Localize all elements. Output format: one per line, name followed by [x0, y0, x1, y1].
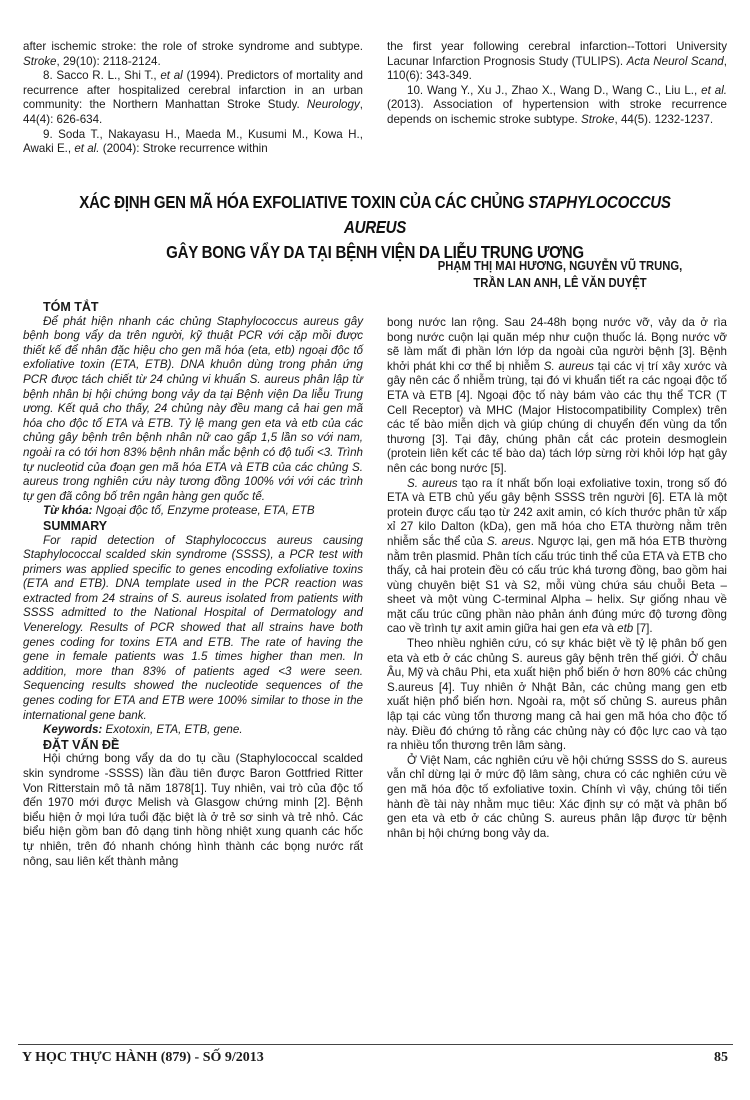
title-line-2: GÂY BONG VẨY DA TẠI BỆNH VIỆN DA LIỄU TRUNG ƯƠNG — [166, 242, 584, 262]
ref-mid: (2004): Stroke recurrence within — [99, 142, 268, 156]
text: . Ngược lại, gen mã hóa ETB thường nằm trên plasmid. Phân tích cấu trúc tinh thể của ETA và ETB cho thấy, cả hai protein đều có cấu trúc khá tương đồng, bao gồm hai vùng chuyên biệt S1 và S2, mỗi vùng chứa sáu chuỗi Beta – sheet và một vùng C-terminal Alpha – helix. Sự giống nhau về mặt cấu trúc cũng phần nào phản ánh đúng mức độ tương đồng cao về trình tự axit amin giữa hai gen — [387, 534, 728, 636]
ref-etal: et al. — [74, 142, 100, 156]
ref-tail: , 44(4): 626-634. — [23, 98, 363, 126]
ref-journal: Stroke — [23, 54, 57, 68]
keywords-label: Từ khóa: — [43, 504, 93, 518]
title-species: STAPHYLOCOCCUS AUREUS — [343, 192, 671, 237]
text: tại các vị trí xây xước và gây nên các ổ nhiễm trùng, tại đó vi khuẩn tiết ra các ngoại độc tố ETA và ETB [4]. Ngoại độc tố này bám vào các thụ thể TCR (T Cell Receptor) và MHC (Major Histocompatibility Complex) trên các tế bào miễn dịch và giúp chúng di chuyển đến vùng da tổn thương [3]. Tại đây, chúng phân cắt các protein desmoglein (protein liên kết các tế bào da) tách lớp sừng rời khỏi lớp hạt gây nên các bong nước [5]. — [387, 359, 727, 475]
ref-etal: et al. — [701, 83, 727, 97]
intro-paragraph-3: Theo nhiều nghiên cứu, có sự khác biệt về tỷ lệ phân bố gen eta và etb ở các chủng S. aureus gây bệnh trên thế giới. Ở châu Âu, Mỹ và châu Phi, eta xuất hiện phổ biến ở hơn 80% các chủng S.aureus [4]. Tuy nhiên ở Nhật Bản, các chủng mang gen etb xuất hiện phổ biến hơn. Ngoài ra, một số chủng S. aureus phân lập tại các vùng tổn thương mang cả hai gen mã hóa cho độc tố này. Điều đó chứng tỏ rằng các chủng này có độc lực cao và tạo ra nhiều tổn thương trên lâm sàng. — [387, 637, 727, 753]
authors-line-2: TRẦN LAN ANH, LÊ VĂN DUYỆT — [473, 276, 647, 290]
reference-7-tail — [23, 40, 363, 69]
left-column — [23, 300, 363, 869]
reference-9-tail — [387, 40, 727, 84]
footer-journal: Y HỌC THỰC HÀNH (879) - SỐ 9/2013 — [22, 1050, 264, 1065]
text: [7]. — [633, 622, 653, 636]
intro-paragraph-2 — [387, 477, 727, 638]
intro-heading: ĐẶT VẤN ĐỀ — [43, 737, 120, 752]
ref-mid: (1994). Predictors of mortality and recurrence after hospitalized cerebral infarction in an urban community: the Northern Manhattan Stroke Study. — [23, 69, 363, 112]
footer-divider — [18, 1044, 733, 1045]
ref-tail: , 44(5). 1232-1237. — [614, 112, 714, 126]
abstract-vi-heading: TÓM TẮT — [43, 300, 99, 314]
ref-text: 8. Sacco R. L., Shi T., — [43, 69, 161, 83]
species: S. aureus — [407, 476, 458, 490]
species: S. aureus — [543, 359, 594, 373]
references-right-column — [387, 40, 727, 128]
reference-8 — [23, 69, 363, 127]
text: bong nước lan rộng. Sau 24-48h bọng nước vỡ, vảy da ở rìa bong nước cuộn lại quăn mép như cuộn thuốc lá. Bọng nước vỡ sẽ làm mất đi phần lớn lớp da ngoài của người bệnh [3]. Bệnh khởi phát khi cơ thể bị nhiễm — [387, 316, 727, 373]
reference-10 — [387, 84, 727, 128]
article-title — [53, 190, 698, 265]
ref-text: 9. Soda T., Nakayasu H., Maeda M., Kusumi M., Kowa H., Awaki E., — [23, 127, 363, 156]
text: và — [598, 622, 618, 636]
title-line-1 — [53, 190, 698, 240]
ref-journal: Stroke — [580, 112, 615, 126]
authors-line-1: PHẠM THỊ MAI HƯƠNG, NGUYỄN VŨ TRUNG, — [437, 259, 683, 273]
ref-tail: , 110(6): 343-349. — [387, 54, 727, 83]
keywords-text: Exotoxin, ETA, ETB, gene. — [102, 723, 243, 737]
ref-text: 10. Wang Y., Xu J., Zhao X., Wang D., Wang C., Liu L., — [407, 83, 702, 97]
abstract-en-body: For rapid detection of Staphylococcus aureus causing Staphylococcal scalded skin syndrome (SSSS), a PCR test with primers was applied specific to genes encoding exfoliative toxins (ETA and ETB). DNA template used in the PCR reaction was extracted from 24 strains of S. aureus isolated from patients with SSSS admitted to the National Hospital of Dermatology and Venerelogy. Results of PCR showed that all strains have both genes coding for toxins ETA and ETB. The rate of having the gene in female patients was 1.5 times higher than men. In addition, more than 83% of patients aged <3 were seen. Sequencing results showed the nucleotide sequences of the genes coding for ETA and ETB were 100% similar to those in the international gene bank. — [23, 533, 363, 722]
abstract-vi-body: Để phát hiện nhanh các chủng Staphylococcus aureus gây bệnh bong vẩy da trên người, kỹ thuật PCR với cặp mồi được thiết kế để nhân đặc hiệu cho gen mã hóa (eta, etb) ngoại độc tố exfoliative toxin (ETA, ETB). DNA khuôn dùng trong phản ứng PCR được tách chiết từ 24 chủng vi khuẩn S. aureus phân lập từ bệnh nhân bị hội chứng bong vảy da tại Bệnh viện Da liễu Trung ương. Kết quả cho thấy, 24 chủng này đều mang cả hai gen mã hóa cho độc tố ETA và ETB. Tỷ lệ mang gen eta và etb của các chủng gây bệnh trên bệnh nhân nữ cao gấp 1,5 lần so với nam, ngoài ra có tới hơn 83% bệnh nhân mắc bệnh có độ tuổi <3. Trình tự nucleotid của đoạn gen mã hóa ETA và ETB của các chủng S. aureus trong nghiên cứu này tương đồng 100% với với các trình tự gen đã công bố trên ngân hàng gen quốc tế. — [23, 314, 363, 503]
ref-journal: Acta Neurol Scand — [626, 54, 724, 68]
authors — [398, 258, 722, 292]
gene-eta: eta — [582, 622, 599, 636]
text: tạo ra ít nhất bốn loại exfoliative toxin, trong số đó ETA và ETB chủ yếu gây bệnh SSSS trên người [6]. ETA là một protein được cấu tạo từ 242 axit amin, có kích thước phân tử xấp xỉ 27 kilo Dalton (kDa), gen mã hóa cho ETA thường nằm trên nhiễm sắc thể của — [387, 476, 728, 548]
ref-journal: Neurology — [306, 98, 360, 112]
species: S. areus — [486, 534, 531, 548]
reference-9 — [23, 128, 363, 157]
ref-tail: , 29(10): 2118-2124. — [56, 54, 161, 68]
keywords-text: Ngoại độc tố, Enzyme protease, ETA, ETB — [92, 504, 315, 518]
ref-text: after ischemic stroke: the role of stroke syndrome and subtype. — [23, 40, 363, 53]
ref-text: the first year following cerebral infarction--Tottori University Lacunar Infarction Prognosis Study (TULIPS). — [387, 40, 727, 68]
intro-paragraph-1-continued — [387, 316, 727, 477]
intro-paragraph-4: Ở Việt Nam, các nghiên cứu về hội chứng SSSS do S. aureus vẫn chỉ dừng lại ở mức độ lâm sàng, chưa có các nghiên cứu về gen mã hóa độc tố exfoliative toxin. Chính vì vậy, chúng tôi tiến hành đề tài này nhằm mục tiêu: Xác định sự có mặt và phân bố gen eta và etb ở các chủng S. aureus phân lập được từ bệnh nhân bị hội chứng bong vảy da. — [387, 753, 727, 840]
abstract-en-keywords — [23, 723, 363, 738]
title-text: XÁC ĐỊNH GEN MÃ HÓA EXFOLIATIVE TOXIN CỦA CÁC CHỦNG — [79, 192, 529, 212]
gene-etb: etb — [617, 622, 634, 636]
references-left-column — [23, 40, 363, 157]
ref-etal: et al — [160, 69, 183, 83]
abstract-en-heading: SUMMARY — [43, 518, 108, 533]
page-number: 85 — [714, 1050, 728, 1065]
right-column — [387, 316, 727, 841]
ref-mid: (2013). Association of hypertension with stroke recurrence depends on ischemic stroke subtype. — [387, 98, 727, 126]
abstract-vi-keywords — [23, 504, 363, 519]
intro-paragraph-1: Hội chứng bong vẩy da do tụ cầu (Staphylococcal scalded skin syndrome -SSSS) lần đầu tiên được Baron Gottfried Ritter Von Ritterstain mô tả năm 1878[1]. Tuy nhiên, vai trò của độc tố đến 1970 mới được Melish và Glasgow chứng minh [2]. Bệnh biểu hiện ở mọi lứa tuổi đặc biệt là ở trẻ sơ sinh và trẻ nhỏ. Các biểu hiện gồm ban đỏ dạng tinh hồng nhiệt xung quanh các hốc tự nhiên, trên đó nhanh chóng hình thành các bọng nước rất nông, sau liên kết thành mảng — [23, 752, 363, 868]
keywords-label: Keywords: — [43, 723, 103, 737]
